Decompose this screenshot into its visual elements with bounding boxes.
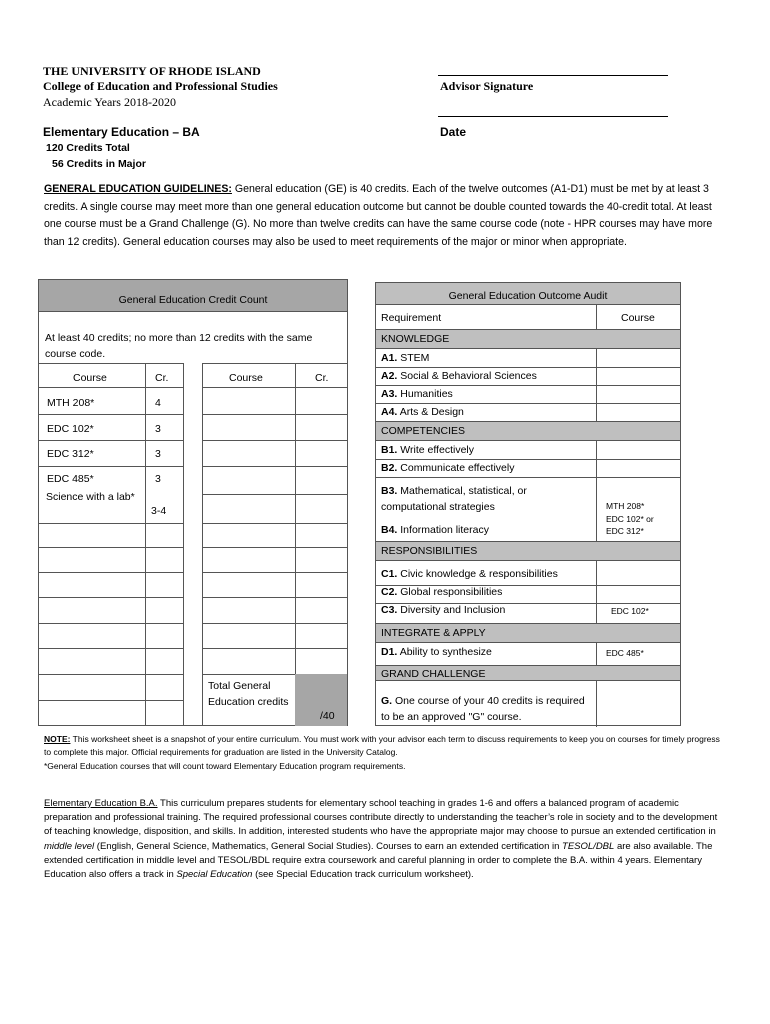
outcome-audit-table xyxy=(375,282,681,726)
total-label: Total General Education credits xyxy=(208,680,289,708)
row-line xyxy=(376,385,680,386)
row-line xyxy=(39,547,183,548)
col-divider xyxy=(202,363,203,726)
row-line xyxy=(202,648,347,649)
col-header-cr: Cr. xyxy=(155,372,169,384)
outcome-c2: C2. Global responsibilities xyxy=(381,586,503,598)
row-line xyxy=(39,623,183,624)
row-line xyxy=(202,414,347,415)
description-text: are also available. The extended certification in middle level and TESOL/BDL require extra coursework and careful planning in order to complete the B.A. within 4 years. Elementary Education also offers a track in xyxy=(44,840,713,881)
description-emphasis: Special Education xyxy=(176,869,253,881)
section-competencies xyxy=(376,421,680,441)
b4-course-2: EDC 312* xyxy=(606,526,644,536)
course-cell: EDC 102* xyxy=(47,423,94,435)
description-emphasis: middle level xyxy=(44,840,95,852)
college-name: College of Education and Professional Studies xyxy=(43,79,278,93)
row-line xyxy=(39,700,183,701)
outcome-c1: C1. Civic knowledge & responsibilities xyxy=(381,568,558,580)
outcome-b2: B2. Communicate effectively xyxy=(381,462,515,474)
section-integrate-apply xyxy=(376,623,680,643)
outcome-c3: C3. Diversity and Inclusion xyxy=(381,604,506,616)
row-line xyxy=(39,648,183,649)
b3-course: MTH 208* xyxy=(606,501,645,511)
row-line xyxy=(202,494,347,495)
row-line xyxy=(376,403,680,404)
advisor-signature-line[interactable] xyxy=(438,75,668,76)
outcome-a2: A2. Social & Behavioral Sciences xyxy=(381,370,537,382)
col-header-requirement: Requirement xyxy=(381,312,442,324)
row-line xyxy=(202,440,347,441)
col-divider xyxy=(183,363,184,726)
program-description xyxy=(44,797,724,882)
row-line xyxy=(202,623,347,624)
section-knowledge xyxy=(376,329,680,349)
audit-header xyxy=(376,283,680,305)
program-title: Elementary Education – BA xyxy=(43,125,200,139)
section-label: GRAND CHALLENGE xyxy=(381,668,486,680)
b4-course-1: EDC 102* or xyxy=(606,514,654,524)
course-cell: Science with a lab* xyxy=(46,491,135,503)
row-line xyxy=(202,597,347,598)
row-line xyxy=(202,523,347,524)
row-line xyxy=(39,572,183,573)
description-text: This curriculum prepares students for elementary school teaching in grades 1-6 and offers a balanced program of academic preparation and professional training. The required professional courses contribute directly to understanding the teacher’s role in society and to the development of teaching knowledge, disposition, and skills. In addition, interested students who have the appropriate major may choose to pursue an extended certification in xyxy=(44,798,718,838)
outcome-a1: A1. STEM xyxy=(381,352,430,364)
section-responsibilities xyxy=(376,541,680,561)
row-line xyxy=(202,572,347,573)
credit-cell: 3-4 xyxy=(151,505,167,517)
credit-cell: 3 xyxy=(155,423,161,435)
description-text: (see Special Education track curriculum worksheet). xyxy=(252,869,474,881)
note-text: This worksheet sheet is a snapshot of your entire curriculum. You must work with your advisor each term to discuss requirements to keep you on courses for timely progress to complete this major. Official requirements for graduation are listed in the University Catalog. xyxy=(44,734,720,758)
outcome-b3: B3. Mathematical, statistical, or computational strategies xyxy=(381,485,527,513)
row-line xyxy=(39,466,183,467)
row-line xyxy=(376,367,680,368)
row-line xyxy=(39,414,183,415)
date-label: Date xyxy=(440,125,467,139)
col-divider xyxy=(596,305,597,329)
course-cell: EDC 312* xyxy=(47,448,94,460)
col-header-course: Course xyxy=(73,372,107,384)
credit-count-title: General Education Credit Count xyxy=(118,294,268,306)
course-cell: MTH 208* xyxy=(47,397,95,409)
col-divider xyxy=(596,643,597,665)
col-divider xyxy=(295,363,296,726)
outcome-d1: D1. Ability to synthesize xyxy=(381,646,492,658)
gen-ed-guidelines xyxy=(44,181,724,251)
outcome-b1: B1. Write effectively xyxy=(381,444,474,456)
audit-title: General Education Outcome Audit xyxy=(448,290,608,302)
outcome-g: G. One course of your 40 credits is required to be an approved "G" course. xyxy=(381,695,585,723)
description-text: (English, General Science, Mathematics, General Social Studies). Courses to earn an extended certification in xyxy=(94,840,563,852)
guidelines-text: General education (GE) is 40 credits. Each of the twelve outcomes (A1-D1) must be met by at least 3 credits. A single course may meet more than one general education outcome but cannot be double counted towards the 40-credit total. At least one course must be a Grand Challenge (G). No more than twelve credits can have the same course code (note - HPR courses may have more than 12 credits). General education courses may also be used to meet requirements of the major or minor when appropriate. xyxy=(44,183,713,248)
credit-cell: 3 xyxy=(155,448,161,460)
col-divider xyxy=(596,681,597,727)
date-line[interactable] xyxy=(438,116,668,117)
row-line xyxy=(376,459,680,460)
credit-count-note: At least 40 credits; no more than 12 credits with the same course code. xyxy=(45,332,313,360)
advisor-signature-label: Advisor Signature xyxy=(440,79,534,93)
section-label: RESPONSIBILITIES xyxy=(381,545,478,557)
section-label: COMPETENCIES xyxy=(381,425,466,437)
row-line xyxy=(39,440,183,441)
col-header-cr: Cr. xyxy=(315,372,329,384)
c3-course: EDC 102* xyxy=(611,606,649,616)
course-cell: EDC 485* xyxy=(47,473,94,485)
section-grand-challenge xyxy=(376,665,680,681)
note-footnote: *General Education courses that will count toward Elementary Education program requirements. xyxy=(44,760,406,771)
credits-major: 56 Credits in Major xyxy=(52,158,146,170)
total-value: /40 xyxy=(320,710,335,722)
credits-total: 120 Credits Total xyxy=(46,142,130,154)
row-line xyxy=(39,363,183,364)
col-divider xyxy=(596,441,597,541)
col-divider xyxy=(596,561,597,623)
row-line xyxy=(39,674,183,675)
university-name: THE UNIVERSITY OF RHODE ISLAND xyxy=(43,64,261,78)
row-line xyxy=(202,547,347,548)
row-line xyxy=(39,523,183,524)
outcome-a4: A4. Arts & Design xyxy=(381,406,464,418)
row-line xyxy=(202,387,347,388)
outcome-a3: A3. Humanities xyxy=(381,388,453,400)
credit-cell: 3 xyxy=(155,473,161,485)
credit-cell: 4 xyxy=(155,397,161,409)
col-header-course: Course xyxy=(621,312,655,324)
credit-count-table xyxy=(38,279,348,726)
col-divider xyxy=(145,363,146,726)
row-line xyxy=(39,387,183,388)
description-heading: Elementary Education B.A. xyxy=(44,798,158,809)
academic-years: Academic Years 2018-2020 xyxy=(43,95,176,109)
section-label: INTEGRATE & APPLY xyxy=(381,627,486,639)
section-label: KNOWLEDGE xyxy=(381,333,450,345)
guidelines-heading: GENERAL EDUCATION GUIDELINES: xyxy=(44,183,232,195)
row-line xyxy=(376,477,680,478)
row-line xyxy=(202,466,347,467)
worksheet-note xyxy=(44,733,724,773)
credit-count-header xyxy=(39,280,347,312)
description-emphasis: TESOL/DBL xyxy=(562,840,615,852)
note-heading: NOTE: xyxy=(44,734,71,744)
row-line xyxy=(39,597,183,598)
outcome-b4: B4. Information literacy xyxy=(381,524,489,536)
d1-course: EDC 485* xyxy=(606,648,644,658)
row-line xyxy=(202,363,347,364)
col-header-course: Course xyxy=(229,372,263,384)
